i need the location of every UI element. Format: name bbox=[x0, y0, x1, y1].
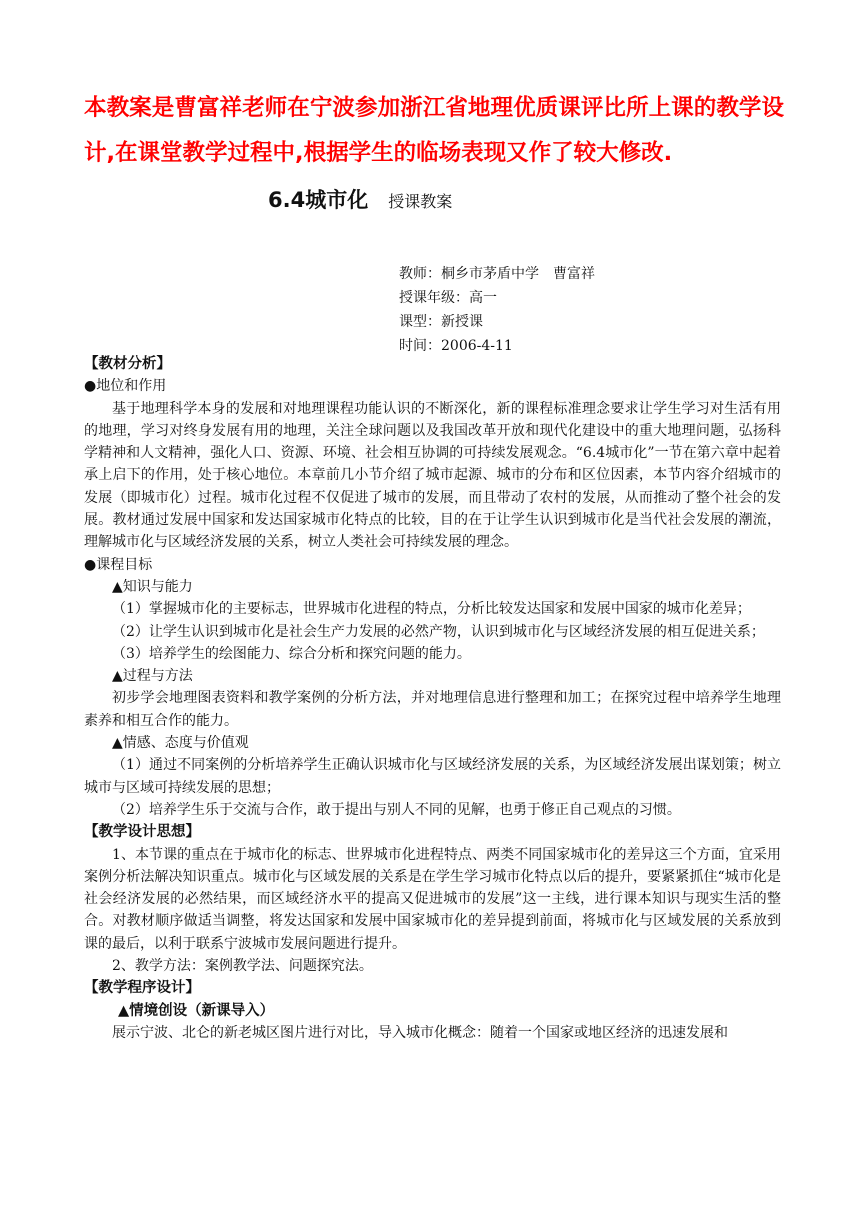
page-title: 6.4城市化 bbox=[268, 188, 369, 212]
meta-grade: 授课年级：高一 bbox=[399, 290, 497, 306]
meta-date: 时间：2006-4-11 bbox=[399, 338, 513, 354]
subheading-process: ▲过程与方法 bbox=[112, 668, 193, 685]
page-subtitle: 授课教案 bbox=[388, 192, 453, 211]
title-line bbox=[268, 184, 452, 214]
paragraph-scenario: 展示宁波、北仑的新老城区图片进行对比，导入城市化概念：随着一个国家或地区经济的迅速发展和 bbox=[112, 1024, 728, 1041]
section-heading-design: 【教学设计思想】 bbox=[84, 824, 200, 841]
paragraph-process: 初步学会地理图表资料和教学案例的分析方法，并对地理信息进行整理和加工；在探究过程中培养学生地理素养和相互合作的能力。 bbox=[84, 690, 781, 729]
bullet-role: ●地位和作用 bbox=[84, 378, 167, 395]
meta-type: 课型：新授课 bbox=[399, 314, 483, 330]
subheading-scenario: ▲情境创设（新课导入） bbox=[118, 1002, 275, 1019]
paragraph-role: 基于地理科学本身的发展和对地理课程功能认识的不断深化，新的课程标准理念要求让学生学习对生活有用的地理，学习对终身发展有用的地理，关注全球问题以及我国改革开放和现代化建设中的重大地理问题，弘扬科学精神和人文精神，强化人口、资源、环境、社会相互协调的可持续发展观念。“6.4城市化”一节在第六章中起着承上启下的作用，处于核心地位。本章前几小节介绍了城市起源、城市的分布和区位因素，本节内容介绍城市的发展（即城市化）过程。城市化过程不仅促进了城市的发展，而且带动了农村的发展，从而推动了整个社会的发展。教材通过发展中国家和发达国家城市化特点的比较，目的在于让学生认识到城市化是当代社会发展的潮流，理解城市化与区域经济发展的关系，树立人类社会可持续发展的理念。 bbox=[84, 400, 781, 551]
section-heading-analysis: 【教材分析】 bbox=[84, 356, 171, 372]
red-banner-note: 本教案是曹富祥老师在宁波参加浙江省地理优质课评比所上课的教学设计,在课堂教学过程中,根据学生的临场表现又作了较大修改. bbox=[84, 95, 784, 166]
paragraph-design-2: 2、教学方法：案例教学法、问题探究法。 bbox=[112, 958, 373, 975]
lesson-meta bbox=[399, 262, 595, 358]
goal-emotion-2: （2）培养学生乐于交流与合作，敢于提出与别人不同的见解，也勇于修正自己观点的习惯。 bbox=[112, 801, 681, 818]
goal-emotion-1: （1）通过不同案例的分析培养学生正确认识城市化与区域经济发展的关系，为区域经济发展出谋划策；树立城市与区域可持续发展的思想； bbox=[84, 757, 781, 796]
goal-knowledge-1: （1）掌握城市化的主要标志，世界城市化进程的特点，分析比较发达国家和发展中国家的城市化差异； bbox=[112, 601, 751, 618]
bullet-goals: ●课程目标 bbox=[84, 556, 153, 573]
section-heading-procedure: 【教学程序设计】 bbox=[84, 980, 200, 997]
subheading-knowledge: ▲知识与能力 bbox=[112, 578, 193, 595]
subheading-emotion: ▲情感、态度与价值观 bbox=[112, 735, 249, 752]
goal-knowledge-3: （3）培养学生的绘图能力、综合分析和探究问题的能力。 bbox=[112, 645, 471, 662]
paragraph-design-1: 1、本节课的重点在于城市化的标志、世界城市化进程特点、两类不同国家城市化的差异这三个方面，宜采用案例分析法解决知识重点。城市化与区域发展的关系是在学生学习城市化特点以后的提升，要紧紧抓住“城市化是社会经济发展的必然结果，而区域经济水平的提高又促进城市的发展”这一主线，进行课本知识与现实生活的整合。对教材顺序做适当调整，将发达国家和发展中国家城市化的差异提到前面，将城市化与区域发展的关系放到课的最后，以利于联系宁波城市发展问题进行提升。 bbox=[84, 846, 781, 952]
document-body bbox=[84, 353, 781, 1044]
goal-knowledge-2: （2）让学生认识到城市化是社会生产力发展的必然产物，认识到城市化与区域经济发展的相互促进关系； bbox=[112, 623, 765, 640]
meta-teacher: 教师：桐乡市茅盾中学 曹富祥 bbox=[399, 266, 595, 282]
